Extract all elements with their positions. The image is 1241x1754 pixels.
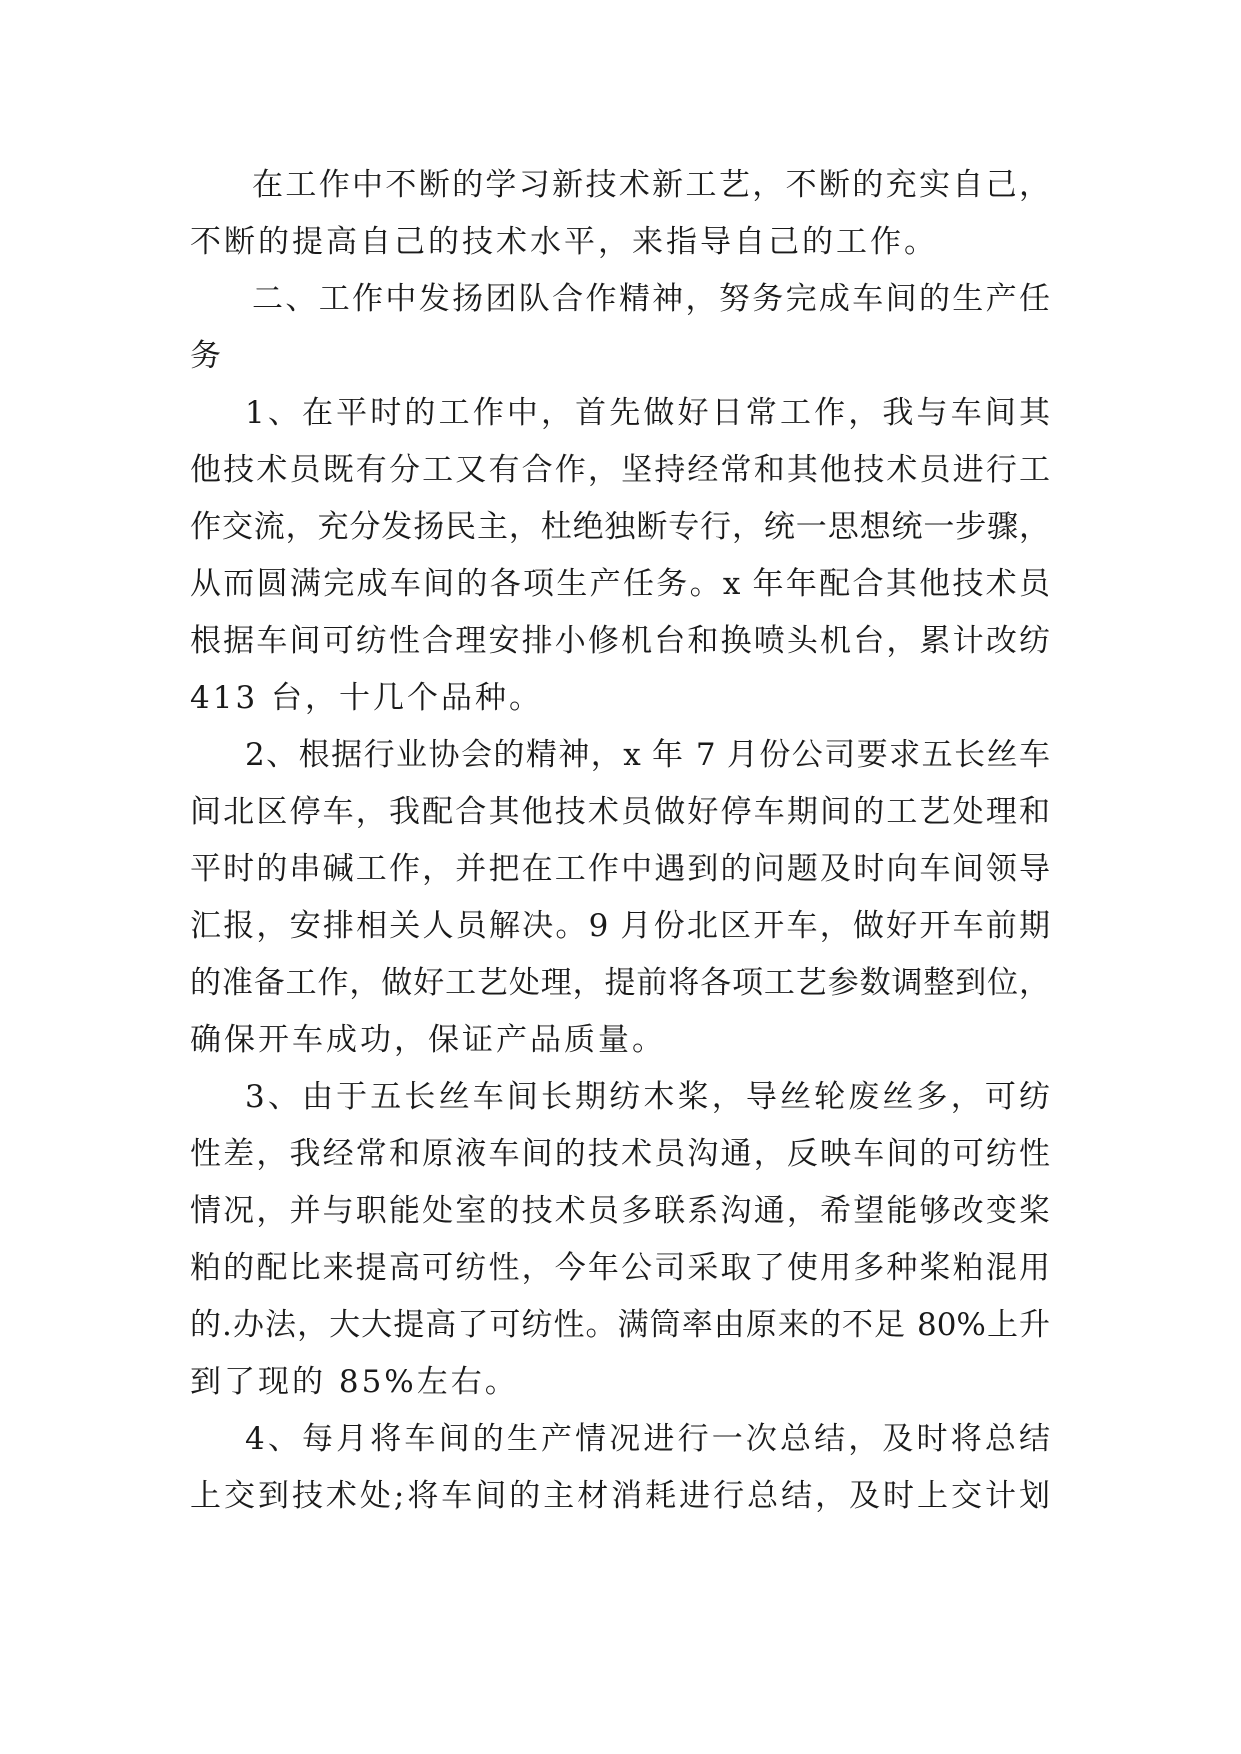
paragraph-line: 汇报，安排相关人员解决。9 月份北区开车，做好开车前期 [190,908,1050,944]
paragraph-line: 4、每月将车间的生产情况进行一次总结，及时将总结 [245,1421,1050,1457]
paragraph-line: 他技术员既有分工又有合作，坚持经常和其他技术员进行工 [190,452,1050,488]
heading-line: 务 [190,338,224,374]
section-heading-2 [190,271,1050,385]
paragraph-1 [190,157,1050,271]
paragraph-line: 在工作中不断的学习新技术新工艺，不断的充实自己， [252,167,1050,203]
heading-line: 二、工作中发扬团队合作精神，努务完成车间的生产任 [252,281,1050,317]
paragraph-line: 确保开车成功，保证产品质量。 [190,1022,666,1058]
paragraph-item-3 [190,1069,1050,1411]
paragraph-line: 平时的串碱工作，并把在工作中遇到的问题及时向车间领导 [190,851,1050,887]
paragraph-line: 粕的配比来提高可纺性，今年公司采取了使用多种桨粕混用 [190,1250,1050,1286]
document-body [190,157,1050,1525]
paragraph-line: 从而圆满完成车间的各项生产任务。x 年年配合其他技术员 [190,566,1050,602]
paragraph-item-2 [190,727,1050,1069]
paragraph-line: 不断的提高自己的技术水平，来指导自己的工作。 [190,224,938,260]
paragraph-line: 间北区停车，我配合其他技术员做好停车期间的工艺处理和 [190,794,1050,830]
paragraph-item-1 [190,385,1050,727]
paragraph-line: 2、根据行业协会的精神，x 年 7 月份公司要求五长丝车 [245,737,1050,773]
paragraph-line: 情况，并与职能处室的技术员多联系沟通，希望能够改变桨 [190,1193,1050,1229]
paragraph-line: 的.办法，大大提高了可纺性。满筒率由原来的不足 80%上升 [190,1307,1050,1343]
paragraph-line: 的准备工作，做好工艺处理，提前将各项工艺参数调整到位， [190,965,1050,1001]
paragraph-line: 根据车间可纺性合理安排小修机台和换喷头机台，累计改纺 [190,623,1050,659]
paragraph-line: 413 台，十几个品种。 [190,680,544,716]
paragraph-line: 1、在平时的工作中，首先做好日常工作，我与车间其 [245,395,1050,431]
paragraph-line: 作交流，充分发扬民主，杜绝独断专行，统一思想统一步骤， [190,509,1050,545]
paragraph-line: 3、由于五长丝车间长期纺木桨，导丝轮废丝多，可纺 [245,1079,1050,1115]
paragraph-line: 到了现的 85%左右。 [190,1364,519,1400]
paragraph-line: 上交到技术处;将车间的主材消耗进行总结，及时上交计划 [190,1478,1050,1514]
paragraph-line: 性差，我经常和原液车间的技术员沟通，反映车间的可纺性 [190,1136,1050,1172]
paragraph-item-4 [190,1411,1050,1525]
